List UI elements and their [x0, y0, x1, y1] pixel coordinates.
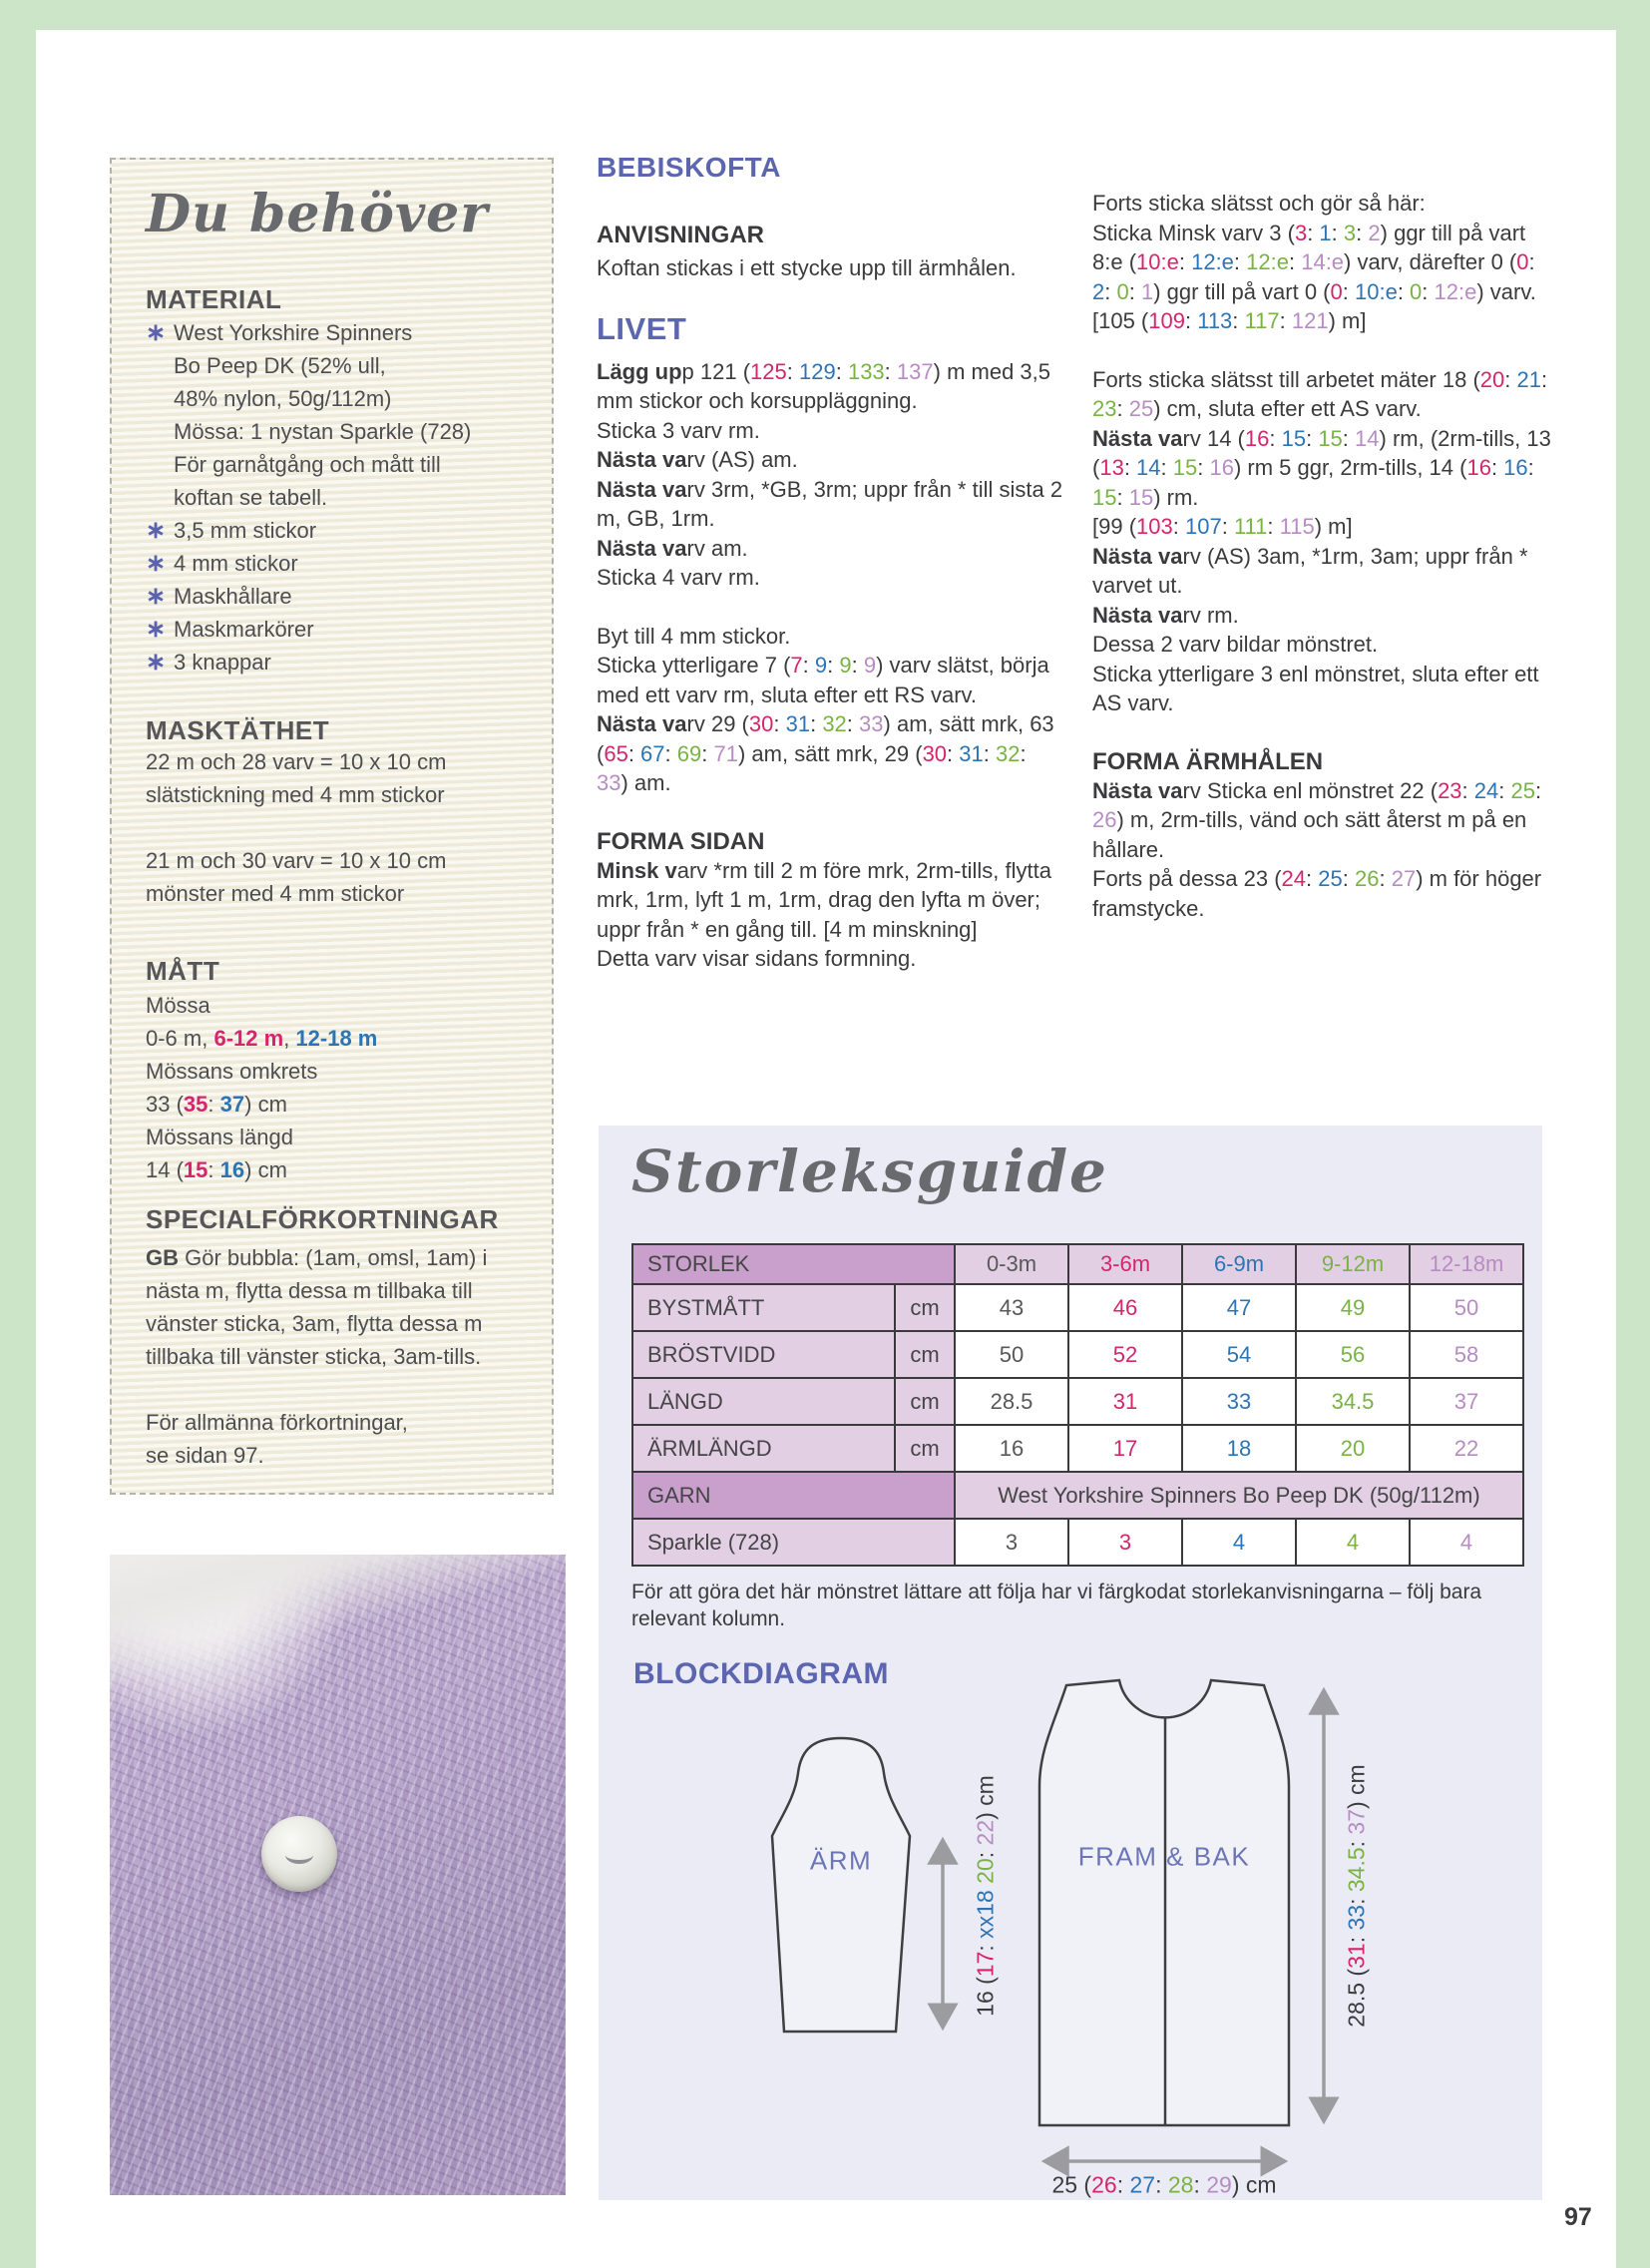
instructions-column-1	[597, 152, 1063, 974]
size-guide-panel	[599, 1126, 1542, 2200]
instruction-line: Dessa 2 varv bildar mönstret.	[1092, 632, 1379, 657]
list-item	[146, 613, 540, 646]
body-width-dimension: 25 (26: 27: 28: 29) cm	[1051, 2171, 1277, 2198]
instruction-line: Nästa varv Sticka enl mönstret 22 (23: 24: 25: 26) m, 2rm-tills, vänd och sätt återst m på en hållare.	[1092, 777, 1542, 862]
instruction-line: Detta varv visar sidans formning.	[597, 946, 917, 971]
special-abbreviations-heading: SPECIALFÖRKORTNINGAR	[146, 1204, 499, 1234]
table-cell: 46	[1069, 1285, 1183, 1332]
table-cell: 3	[1069, 1520, 1183, 1567]
table-cell: 47	[1183, 1285, 1297, 1332]
instruction-line: Nästa varv (AS) am.	[597, 447, 798, 472]
list-item	[146, 646, 540, 679]
table-cell: 28.5	[956, 1379, 1069, 1426]
you-will-need-sidebar	[110, 158, 554, 1495]
body-height-dimension: 28.5 (31: 33: 34.5: 37) cm	[1343, 1764, 1370, 2028]
table-row-label: GARN	[633, 1473, 956, 1520]
table-cell: 20	[1297, 1426, 1411, 1473]
anvisningar-heading: ANVISNINGAR	[597, 222, 765, 248]
table-cell: 16	[956, 1426, 1069, 1473]
table-row-label: Sparkle (728)	[633, 1520, 956, 1567]
table-cell: 50	[956, 1332, 1069, 1379]
table-unit-cell: cm	[896, 1332, 956, 1379]
table-row-label: BRÖSTVIDD	[633, 1332, 896, 1379]
instruction-line: Byt till 4 mm stickor.	[597, 623, 791, 649]
measurement-line: Mössans längd	[146, 1125, 293, 1149]
table-header-cell: STORLEK	[633, 1245, 956, 1285]
table-cell: 22	[1411, 1426, 1524, 1473]
measurement-line: 0-6 m, 6-12 m, 12-18 m	[146, 1026, 378, 1051]
paper	[36, 30, 1616, 2268]
table-cell: 4	[1411, 1520, 1524, 1567]
material-list	[146, 316, 540, 679]
measurement-line: 33 (35: 37) cm	[146, 1092, 287, 1117]
measurements-heading: MÅTT	[146, 956, 220, 986]
measurement-line: 14 (15: 16) cm	[146, 1157, 287, 1182]
list-item	[146, 580, 540, 613]
instruction-line: Sticka ytterligare 7 (7: 9: 9: 9) varv slätst, börja med ett varv rm, sluta efter ett RS varv.	[597, 653, 1049, 707]
material-item-text: West Yorkshire Spinners Bo Peep DK (52% ull, 48% nylon, 50g/112m) Mössa: 1 nystan Sparkle (728) För garnåtgång och mått till koftan se tabell.	[174, 320, 472, 510]
measurement-line: Mössans omkrets	[146, 1059, 318, 1084]
instructions-column-2	[1092, 189, 1559, 923]
material-item-text: 4 mm stickor	[174, 551, 298, 576]
gauge-text: 21 m och 30 varv = 10 x 10 cm mönster med 4 mm stickor	[146, 848, 447, 906]
table-cell: 58	[1411, 1332, 1524, 1379]
knitted-cardigan-photo	[110, 1555, 566, 2195]
table-cell: 56	[1297, 1332, 1411, 1379]
sleeve-label: ÄRM	[809, 1845, 873, 1876]
instruction-line: Sticka Minsk varv 3 (3: 1: 3: 2) ggr till på vart 8:e (10:e: 12:e: 12:e: 14:e) varv, därefter 0 (0: 2: 0: 1) ggr till på vart 0 (0: 10:e: 0: 12:e) varv.	[1092, 220, 1536, 304]
pearl-button	[261, 1816, 337, 1892]
body-label: FRAM & BAK	[1077, 1841, 1251, 1872]
table-cell: 43	[956, 1285, 1069, 1332]
table-cell: 18	[1183, 1426, 1297, 1473]
table-cell: 54	[1183, 1332, 1297, 1379]
material-item-text: Maskmarkörer	[174, 617, 314, 642]
material-item-text: Maskhållare	[174, 584, 292, 609]
sidebar-title: Du behöver	[146, 184, 489, 244]
abbreviation-text: GB Gör bubbla: (1am, omsl, 1am) i nästa m, flytta dessa m tillbaka till vänster sticka, 3am, flytta dessa m tillbaka till vänster sticka, 3am-tills.	[146, 1245, 488, 1369]
measurement-line: Mössa	[146, 993, 210, 1018]
table-unit-cell: cm	[896, 1379, 956, 1426]
forma-sidan-heading: FORMA SIDAN	[597, 827, 765, 855]
table-header-cell: 9-12m	[1297, 1245, 1411, 1285]
instruction-line: [99 (103: 107: 111: 115) m]	[1092, 514, 1353, 539]
list-item	[146, 514, 540, 547]
instruction-line: Nästa varv 3rm, *GB, 3rm; uppr från * till sista 2 m, GB, 1rm.	[597, 476, 1063, 531]
material-heading: MATERIAL	[146, 284, 282, 314]
instruction-line: [105 (109: 113: 117: 121) m]	[1092, 308, 1367, 333]
asterisk-bullet-icon: ∗	[146, 550, 167, 577]
table-unit-cell: cm	[896, 1426, 956, 1473]
instruction-line: Forts sticka slätsst och gör så här:	[1092, 191, 1426, 216]
table-cell: 52	[1069, 1332, 1183, 1379]
list-item	[146, 547, 540, 580]
table-cell: 34.5	[1297, 1379, 1411, 1426]
asterisk-bullet-icon: ∗	[146, 583, 167, 610]
instruction-line: Minsk varv *rm till 2 m före mrk, 2rm-tills, flytta mrk, 1rm, lyft 1 m, 1rm, drag den lyfta m över; uppr från * en gång till. [4 m minskning]	[597, 857, 1051, 942]
instruction-line: Forts på dessa 23 (24: 25: 26: 27) m för höger framstycke.	[1092, 866, 1542, 921]
instruction-line: Lägg upp 121 (125: 129: 133: 137) m med 3,5 mm stickor och korsuppläggning.	[597, 358, 1050, 413]
instruction-line: Nästa varv (AS) 3am, *1rm, 3am; uppr från * varvet ut.	[1092, 543, 1528, 598]
table-cell: 31	[1069, 1379, 1183, 1426]
table-header-cell: 0-3m	[956, 1245, 1069, 1285]
table-cell: 37	[1411, 1379, 1524, 1426]
table-cell: 49	[1297, 1285, 1411, 1332]
gauge-text: 22 m och 28 varv = 10 x 10 cm slätstickning med 4 mm stickor	[146, 749, 447, 807]
table-row-label: BYSTMÅTT	[633, 1285, 896, 1332]
instruction-line: Nästa varv am.	[597, 535, 748, 561]
table-header-cell: 12-18m	[1411, 1245, 1524, 1285]
blockdiagram-heading: BLOCKDIAGRAM	[633, 1657, 889, 1690]
schematic-diagram	[599, 1126, 1542, 2200]
list-item	[146, 316, 540, 514]
instruction-line: Sticka ytterligare 3 enl mönstret, sluta efter ett AS varv.	[1092, 661, 1539, 715]
table-cell: 33	[1183, 1379, 1297, 1426]
material-item-text: 3,5 mm stickor	[174, 518, 317, 543]
instruction-line: Sticka 3 varv rm.	[597, 417, 760, 443]
asterisk-bullet-icon: ∗	[146, 319, 167, 346]
size-guide-caption: För att göra det här mönstret lättare att följa har vi färgkodat storlekanvisningarna – följ bara relevant kolumn.	[631, 1581, 1482, 1630]
instruction-line: Nästa varv rm.	[1092, 602, 1239, 628]
gauge-heading: MASKTÄTHET	[146, 715, 330, 745]
instruction-line: Sticka 4 varv rm.	[597, 565, 760, 590]
table-header-cell: 3-6m	[1069, 1245, 1183, 1285]
instruction-line: Nästa varv 29 (30: 31: 32: 33) am, sätt mrk, 63 (65: 67: 69: 71) am, sätt mrk, 29 (30: 31: 32: 33) am.	[597, 711, 1054, 795]
table-row-label: LÄNGD	[633, 1379, 896, 1426]
table-cell: 4	[1183, 1520, 1297, 1567]
table-row-label: ÄRMLÄNGD	[633, 1426, 896, 1473]
pattern-title: BEBISKOFTA	[597, 152, 781, 183]
table-cell: 17	[1069, 1426, 1183, 1473]
table-cell: 50	[1411, 1285, 1524, 1332]
instruction-line: Koftan stickas i ett stycke upp till ärmhålen.	[597, 255, 1017, 280]
table-cell: West Yorkshire Spinners Bo Peep DK (50g/112m)	[956, 1473, 1524, 1520]
page-number: 97	[1564, 2203, 1592, 2231]
table-cell: 4	[1297, 1520, 1411, 1567]
sleeve-height-dimension: 16 (17: xx18 20: 22) cm	[972, 1775, 999, 2017]
instruction-line: Nästa varv 14 (16: 15: 15: 14) rm, (2rm-tills, 13 (13: 14: 15: 16) rm 5 ggr, 2rm-tills, 14 (16: 16: 15: 15) rm.	[1092, 425, 1551, 510]
material-item-text: 3 knappar	[174, 650, 271, 675]
table-cell: 3	[956, 1520, 1069, 1567]
table-header-cell: 6-9m	[1183, 1245, 1297, 1285]
sidebar-footer: För allmänna förkortningar, se sidan 97.	[146, 1410, 408, 1468]
table-unit-cell: cm	[896, 1285, 956, 1332]
asterisk-bullet-icon: ∗	[146, 616, 167, 643]
asterisk-bullet-icon: ∗	[146, 649, 167, 676]
forma-armhalen-heading: FORMA ÄRMHÅLEN	[1092, 747, 1324, 775]
instruction-line: Forts sticka slätsst till arbetet mäter 18 (20: 21: 23: 25) cm, sluta efter ett AS varv.	[1092, 366, 1548, 421]
size-guide-title: Storleksguide	[631, 1137, 1108, 1205]
sleeve-outline	[772, 1738, 910, 2032]
livet-heading: LIVET	[597, 310, 687, 346]
asterisk-bullet-icon: ∗	[146, 517, 167, 544]
